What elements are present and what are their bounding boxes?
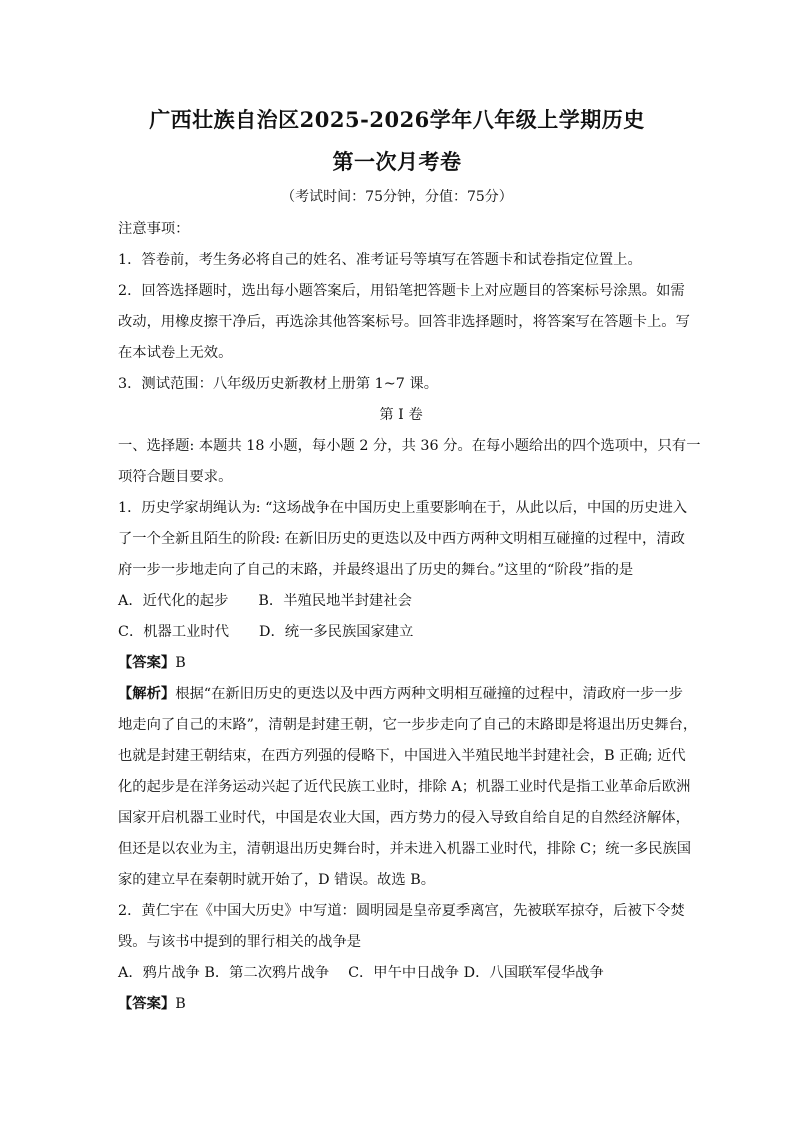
note-item-1: 1．答卷前，考生务必将自己的姓名、准考证号等填写在答题卡和试卷指定位置上。 [118,252,642,268]
exam-time-score-info: （考试时间：75分钟，分值：75分） [281,189,513,205]
q1-analysis-line2: 地走向了自己的末路”，清朝是封建王朝，它一步步走向了自己的末路即是将退出历史舞台， [118,717,698,733]
q1-options-row2 [118,617,684,648]
q1-options-row1 [118,586,684,617]
q1-option-c: C．机器工业时代 [118,624,230,640]
q1-answer-label: 【答案】 [118,655,176,671]
q1-stem-line1: 1．历史学家胡绳认为: “这场战争在中国历史上重要影响在于，从此以后，中国的历史进入 [118,500,688,516]
note-item-3: 3．测试范围：八年级历史新教材上册第 1~7 课。 [118,376,438,392]
q1-stem-line3: 府一步一步地走向了自己的末路，并最终退出了历史的舞台。”这里的“阶段”指的是 [118,562,634,578]
q1-analysis-line3: 也就是封建王朝结束，在西方列强的侵略下，中国进入半殖民地半封建社会，B 正确; 近代 [118,748,686,764]
q1-analysis-text-line1: 根据“在新旧历史的更迭以及中西方两种文明相互碰撞的过程中，清政府一步一步 [175,686,683,702]
q2-stem-line1: 2．黄仁宇在《中国大历史》中写道：圆明园是皇帝夏季离宫，先被联军掠夺，后被下令焚 [118,903,685,919]
q2-stem-line2: 毁。与该书中提到的罪行相关的战争是 [118,934,362,950]
q2-answer-label: 【答案】 [118,996,176,1012]
q1-analysis-line4: 化的起步是在洋务运动兴起了近代民族工业时，排除 A；机器工业时代是指工业革命后欧洲 [118,779,691,795]
q2-options: A．鸦片战争 B．第二次鸦片战争 C．甲午中日战争 D．八国联军侵华战争 [118,965,604,981]
exam-title-line2: 第一次月考卷 [332,149,462,174]
q2-answer [118,989,684,1020]
q1-answer-value: B [175,655,186,671]
exam-body [118,214,701,1020]
note-item-2-line3: 在本试卷上无效。 [118,345,233,361]
q1-analysis-label: 【解析】 [118,686,176,702]
q1-answer [118,648,684,679]
q1-stem-line2: 了一个全新且陌生的阶段: 在新旧历史的更迭以及中西方两种文明相互碰撞的过程中，清政 [118,531,685,547]
q1-analysis-line5: 国家开启机器工业时代，中国是农业大国，西方势力的侵入导致自给自足的自然经济解体， [118,810,690,826]
q1-option-b: B．半殖民地半封建社会 [258,593,412,609]
q1-option-d: D．统一多民族国家建立 [259,624,414,640]
exam-title-line1: 广西壮族自治区2025-2026学年八年级上学期历史 [149,107,645,132]
section-intro-line2: 项符合题目要求。 [118,469,233,485]
section-intro-line1: 一、选择题: 本题共 18 小题，每小题 2 分，共 36 分。在每小题给出的四个选项中，只有一 [118,438,701,454]
q1-analysis-line7: 家的建立早在秦朝时就开始了，D 错误。故选 B。 [118,872,435,888]
note-item-2-line1: 2．回答选择题时，选出每小题答案后，用铅笔把答题卡上对应题目的答案标号涂黑。如需 [118,283,685,299]
notes-heading: 注意事项： [118,221,190,237]
q1-option-a: A．近代化的起步 [118,593,229,609]
note-item-2-line2: 改动，用橡皮擦干净后，再选涂其他答案标号。回答非选择题时，将答案写在答题卡上。写 [118,314,690,330]
volume-heading: 第 I 卷 [379,407,423,423]
q1-analysis-line6: 但还是以农业为主，清朝退出历史舞台时，并未进入机器工业时代，排除 C；统一多民族国 [118,841,692,857]
q2-answer-value: B [175,996,186,1012]
q1-analysis-line1 [118,679,684,710]
